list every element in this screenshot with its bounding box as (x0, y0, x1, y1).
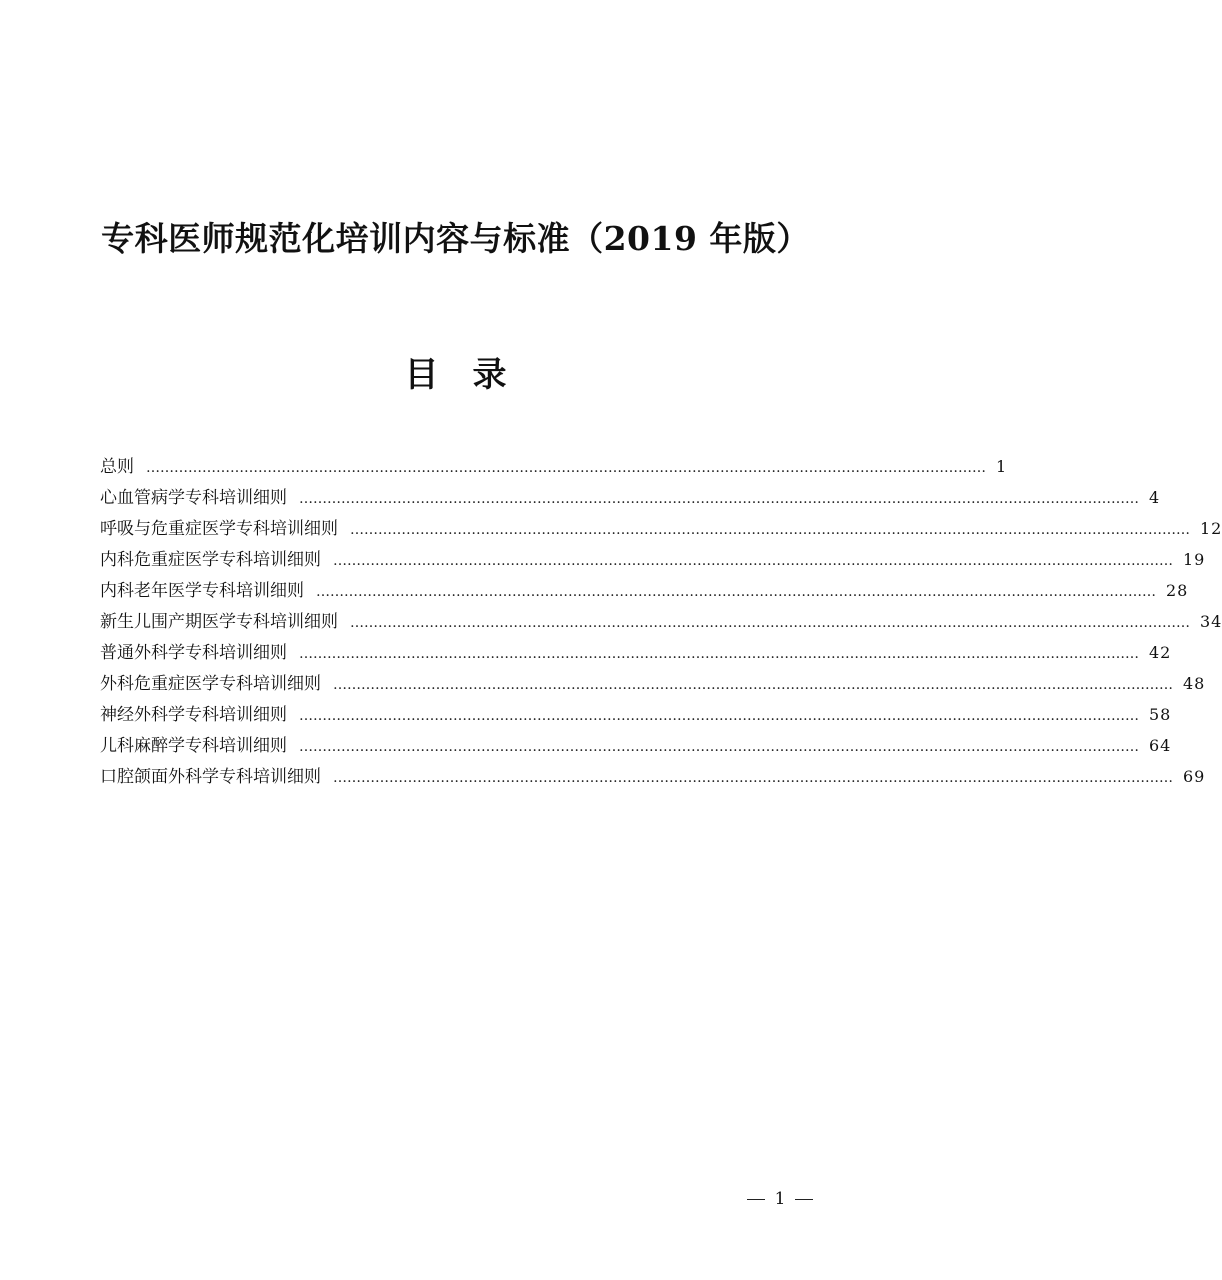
toc-leader-dots: ……………………………………………………………………………………………………………………………………………………………… (333, 770, 1173, 786)
toc-leader-dots: ……………………………………………………………………………………………………………………………………………………………… (299, 646, 1139, 662)
toc-entry[interactable] (100, 451, 1008, 482)
toc-entry[interactable] (100, 699, 1172, 730)
toc-entry-page: 42 (1149, 643, 1172, 662)
toc-entry-label: 口腔颌面外科学专科培训细则 (100, 767, 321, 787)
toc-leader-dots: ……………………………………………………………………………………………………………………………………………………………… (333, 677, 1173, 693)
toc-entry-label: 内科危重症医学专科培训细则 (100, 550, 321, 570)
toc-entry[interactable] (100, 761, 1206, 792)
table-of-contents (100, 451, 1222, 792)
toc-leader-dots: ……………………………………………………………………………………………………………………………………………………………… (299, 708, 1139, 724)
footer-page-number: 1 (774, 1189, 786, 1209)
toc-entry-page: 4 (1149, 488, 1161, 507)
toc-entry-page: 12 (1200, 519, 1222, 538)
toc-heading: 目 录 (404, 355, 507, 395)
toc-entry-label: 神经外科学专科培训细则 (100, 705, 287, 725)
toc-entry-page: 1 (996, 457, 1008, 476)
toc-entry-page: 19 (1183, 550, 1206, 569)
toc-entry-page: 48 (1183, 674, 1206, 693)
toc-leader-dots: ……………………………………………………………………………………………………………………………………………………………… (299, 491, 1139, 507)
toc-leader-dots: ……………………………………………………………………………………………………………………………………………………………… (350, 522, 1190, 538)
toc-entry-page: 34 (1200, 612, 1222, 631)
toc-entry-label: 普通外科学专科培训细则 (100, 643, 287, 663)
toc-entry-label: 外科危重症医学专科培训细则 (100, 674, 321, 694)
footer-dash (747, 1199, 765, 1200)
toc-entry[interactable] (100, 513, 1222, 544)
toc-entry-label: 总则 (100, 457, 134, 477)
toc-entry[interactable] (100, 730, 1172, 761)
toc-entry-page: 69 (1183, 767, 1206, 786)
toc-entry[interactable] (100, 668, 1206, 699)
toc-leader-dots: ……………………………………………………………………………………………………………………………………………………………… (316, 584, 1156, 600)
toc-entry-page: 58 (1149, 705, 1172, 724)
toc-entry[interactable] (100, 637, 1172, 668)
toc-leader-dots: ……………………………………………………………………………………………………………………………………………………………… (299, 739, 1139, 755)
toc-entry-page: 28 (1166, 581, 1189, 600)
toc-entry-page: 64 (1149, 736, 1172, 755)
toc-entry-label: 内科老年医学专科培训细则 (100, 581, 304, 601)
toc-entry[interactable] (100, 482, 1161, 513)
document-title: 专科医师规范化培训内容与标准（2019 年版） (101, 219, 810, 258)
toc-entry-label: 儿科麻醉学专科培训细则 (100, 736, 287, 756)
page-footer (735, 1184, 825, 1214)
toc-entry[interactable] (100, 575, 1189, 606)
toc-entry-label: 新生儿围产期医学专科培训细则 (100, 612, 338, 632)
toc-leader-dots: ……………………………………………………………………………………………………………………………………………………………… (350, 615, 1190, 631)
toc-entry-label: 呼吸与危重症医学专科培训细则 (100, 519, 338, 539)
toc-entry-label: 心血管病学专科培训细则 (100, 488, 287, 508)
toc-leader-dots: ……………………………………………………………………………………………………………………………………………………………… (146, 460, 986, 476)
toc-entry[interactable] (100, 544, 1206, 575)
toc-leader-dots: ……………………………………………………………………………………………………………………………………………………………… (333, 553, 1173, 569)
toc-entry[interactable] (100, 606, 1222, 637)
footer-dash (795, 1199, 813, 1200)
